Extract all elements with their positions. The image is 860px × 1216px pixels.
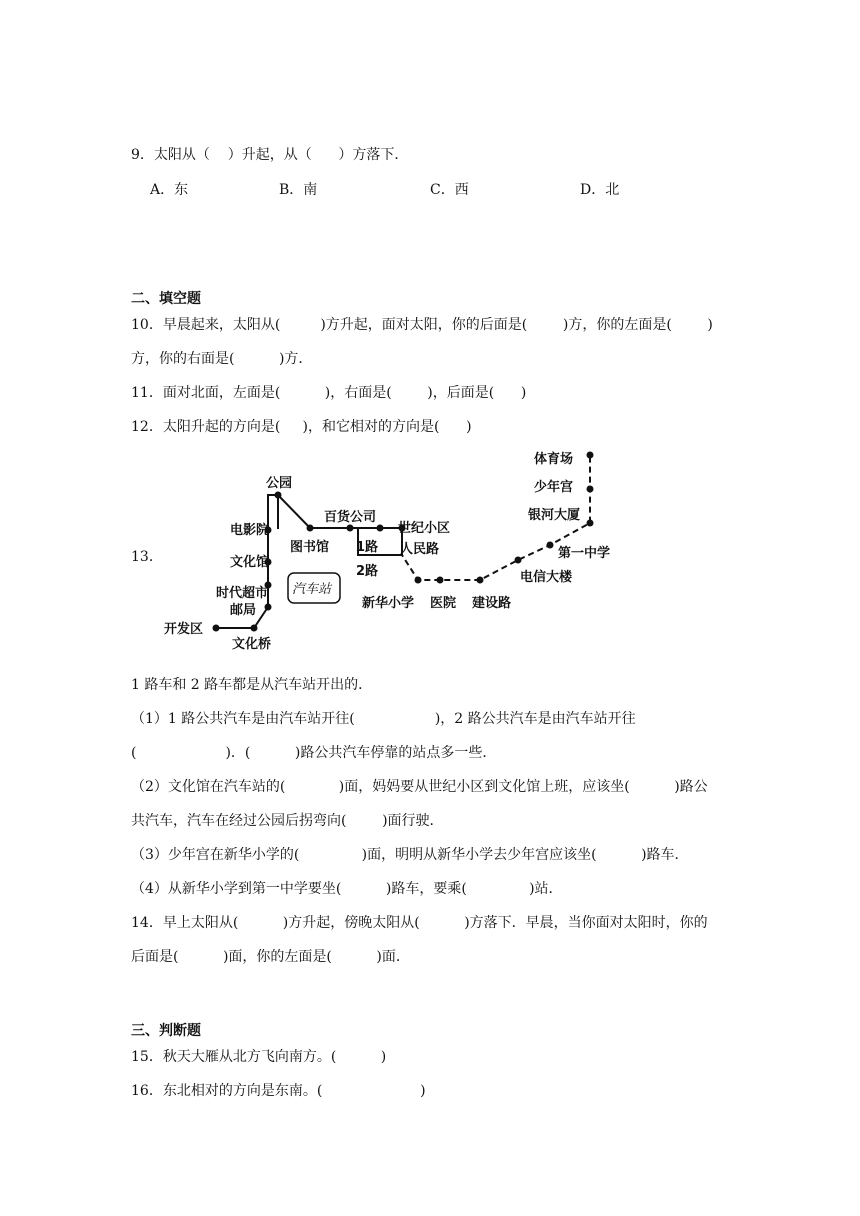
q9-option-c: C．西 xyxy=(430,182,469,198)
label-park: 公园 xyxy=(266,476,293,491)
q13-p1-line2: ( )．( )路公共汽车停靠的站点多一些． xyxy=(131,745,497,761)
q13-p1-line1: （1）1 路公共汽车是由汽车站开往( )，2 路公共汽车是由汽车站开往 xyxy=(131,711,636,727)
q9-option-a: A．东 xyxy=(150,182,189,198)
q10-line2: 方，你的右面是( )方． xyxy=(131,351,313,367)
label-jianshe: 建设路 xyxy=(472,596,512,611)
label-renmin-road: 人民路 xyxy=(400,542,440,557)
q13-p2-line2: 共汽车，汽车在经过公园后拐弯向( )面行驶． xyxy=(131,813,444,829)
section-heading-judgment: 三、判断题 xyxy=(131,1023,201,1039)
label-youth-palace: 少年宫 xyxy=(534,480,574,495)
section-heading-fill-blank: 二、填空题 xyxy=(131,291,201,307)
q13-number: 13． xyxy=(131,549,163,565)
label-route2: 2路 xyxy=(356,564,379,579)
label-bus-station: 汽车站 xyxy=(292,582,332,597)
label-dev-zone: 开发区 xyxy=(164,622,204,637)
q9-option-b: B．南 xyxy=(279,182,318,198)
label-post-office: 邮局 xyxy=(230,603,257,618)
label-stadium: 体育场 xyxy=(534,452,574,467)
q9-stem: 9．太阳从（ ）升起，从（ ）方落下． xyxy=(131,147,409,163)
q13-p4: （4）从新华小学到第一中学要坐( )路车，要乘( )站． xyxy=(131,881,563,897)
q11-text: 11．面对北面，左面是( )，右面是( )，后面是( ) xyxy=(131,385,527,401)
q10-line1: 10．早晨起来，太阳从( )方升起，面对太阳，你的后面是( )方，你的左面是( ) xyxy=(131,317,713,333)
label-hospital: 医院 xyxy=(430,596,457,611)
label-xinhua: 新华小学 xyxy=(362,596,415,611)
q13-intro: 1 路车和 2 路车都是从汽车站开出的． xyxy=(131,677,373,693)
label-supermarket: 时代超市 xyxy=(216,586,269,601)
label-dept-store: 百货公司 xyxy=(324,510,377,525)
q16-text: 16．东北相对的方向是东南。( ) xyxy=(131,1083,426,1099)
label-culture-hall: 文化馆 xyxy=(230,555,270,570)
q13-p2-line1: （2）文化馆在汽车站的( )面，妈妈要从世纪小区到文化馆上班，应该坐( )路公 xyxy=(131,779,708,795)
label-yinhe: 银河大厦 xyxy=(528,508,581,523)
label-cinema: 电影院 xyxy=(230,523,270,538)
q9-option-d: D．北 xyxy=(580,182,620,198)
q12-text: 12．太阳升起的方向是( )，和它相对的方向是( ) xyxy=(131,419,472,435)
label-first-middle: 第一中学 xyxy=(558,546,611,561)
label-culture-bridge: 文化桥 xyxy=(232,637,272,652)
q14-line1: 14．早上太阳从( )方升起，傍晚太阳从( )方落下．早晨，当你面对太阳时，你的 xyxy=(131,915,708,931)
q14-line2: 后面是( )面，你的左面是( )面． xyxy=(131,949,410,965)
label-library: 图书馆 xyxy=(290,540,330,555)
label-route1: 1路 xyxy=(356,540,379,555)
q15-text: 15．秋天大雁从北方飞向南方。( ) xyxy=(131,1049,387,1065)
q13-p3: （3）少年宫在新华小学的( )面，明明从新华小学去少年宫应该坐( )路车． xyxy=(131,847,689,863)
bus-route-map xyxy=(150,445,630,655)
label-century: 世纪小区 xyxy=(398,521,451,536)
label-telecom: 电信大楼 xyxy=(520,570,573,585)
